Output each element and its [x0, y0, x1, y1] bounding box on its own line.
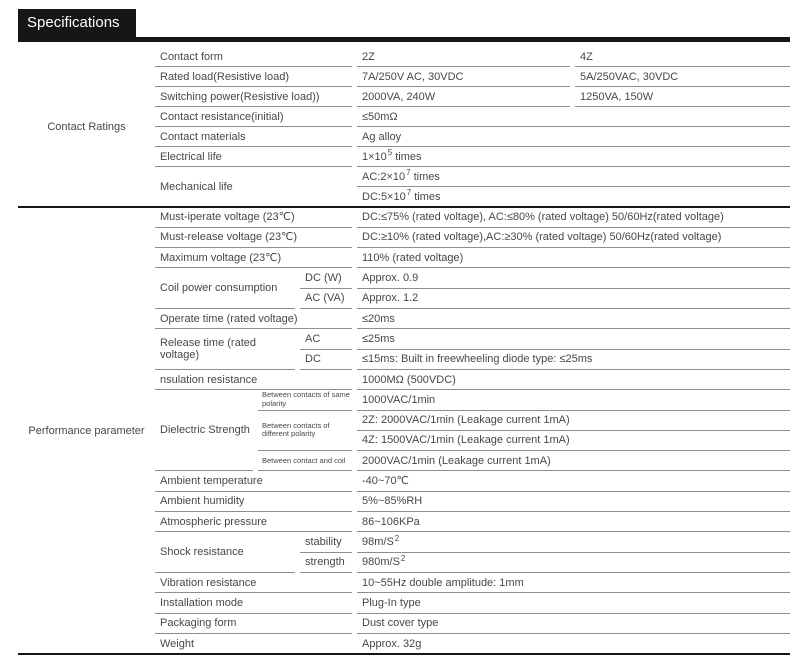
row-label-rated-load: Rated load(Resistive load) — [155, 67, 352, 87]
value-dielectric-contact-coil: 2000VAC/1min (Leakage current 1mA) — [357, 451, 790, 471]
row-label-vibration-resistance: Vibration resistance — [155, 573, 352, 593]
value-base: 98m/S — [362, 536, 394, 549]
value-contact-form-4z: 4Z — [575, 47, 790, 67]
value-ambient-humidity: 5%~85%RH — [357, 492, 790, 512]
row-label-release-time: Release time (rated voltage) — [155, 329, 295, 370]
value-weight: Approx. 32g — [357, 634, 790, 654]
value-superscript: 7 — [406, 168, 411, 178]
value-contact-materials: Ag alloy — [357, 127, 790, 147]
value-dielectric-same-polarity: 1000VAC/1min — [357, 390, 790, 410]
row-label-contact-resistance: Contact resistance(initial) — [155, 107, 352, 127]
value-insulation-resistance: 1000MΩ (500VDC) — [357, 370, 790, 390]
value-contact-resistance: ≤50mΩ — [357, 107, 790, 127]
value-atmospheric-pressure: 86~106KPa — [357, 512, 790, 532]
value-vibration-resistance: 10~55Hz double amplitude: 1mm — [357, 573, 790, 593]
row-label-maximum-voltage: Maximum voltage (23℃) — [155, 248, 352, 268]
row-label-shock-resistance: Shock resistance — [155, 532, 295, 573]
value-installation-mode: Plug-In type — [357, 593, 790, 613]
value-base: 980m/S — [362, 556, 400, 569]
value-base: DC:5×10 — [362, 190, 406, 203]
row-label-must-release-voltage: Must-release voltage (23℃) — [155, 228, 352, 248]
table-bottom-rule — [18, 653, 790, 655]
section-label-contact-ratings: Contact Ratings — [47, 121, 126, 134]
page-title: Specifications — [18, 9, 136, 37]
value-must-release-voltage: DC:≥10% (rated voltage),AC:≥30% (rated voltage) 50/60Hz(rated voltage) — [357, 228, 790, 248]
sublabel-dielectric-different-polarity — [258, 411, 352, 452]
value-must-operate-voltage: DC:≤75% (rated voltage), AC:≤80% (rated voltage) 50/60Hz(rated voltage) — [357, 207, 790, 227]
row-label-installation-mode: Installation mode — [155, 593, 352, 613]
value-mechanical-life-dc — [357, 187, 790, 207]
value-suffix: times — [413, 170, 440, 183]
value-maximum-voltage: 110% (rated voltage) — [357, 248, 790, 268]
value-switching-power-4z: 1250VA, 150W — [575, 87, 790, 107]
value-suffix: times — [414, 190, 441, 203]
section-divider — [18, 206, 790, 208]
sublabel-text: Between contact and coil — [262, 455, 346, 465]
value-rated-load-2z: 7A/250V AC, 30VDC — [357, 67, 570, 87]
value-dielectric-different-polarity-2z: 2Z: 2000VAC/1min (Leakage current 1mA) — [357, 411, 790, 431]
sublabel-shock-stability: stability — [300, 532, 352, 552]
sublabel-dielectric-contact-coil — [258, 451, 352, 471]
value-suffix: times — [395, 150, 422, 163]
value-release-time-ac: ≤25ms — [357, 329, 790, 349]
row-label-packaging-form: Packaging form — [155, 614, 352, 634]
row-label-contact-materials: Contact materials — [155, 127, 352, 147]
value-rated-load-4z: 5A/250VAC, 30VDC — [575, 67, 790, 87]
row-label-ambient-humidity: Ambient humidity — [155, 492, 352, 512]
sublabel-text: Between contacts of different polarity — [262, 420, 330, 439]
row-label-weight: Weight — [155, 634, 352, 654]
value-electrical-life — [357, 147, 790, 167]
row-label-operate-time: Operate time (rated voltage) — [155, 309, 352, 329]
row-label-electrical-life: Electrical life — [155, 147, 352, 167]
row-label-insulation-resistance: nsulation resistance — [155, 370, 352, 390]
value-release-time-dc: ≤15ms: Built in freewheeling diode type: ≤25ms — [357, 350, 790, 370]
row-label-mechanical-life: Mechanical life — [155, 167, 352, 207]
value-operate-time: ≤20ms — [357, 309, 790, 329]
sublabel-release-time-ac: AC — [300, 329, 352, 349]
value-base: 1×10 — [362, 150, 387, 163]
row-label-dielectric-strength: Dielectric Strength — [155, 390, 253, 471]
section-label-performance-parameter: Performance parameter — [28, 424, 145, 437]
value-base: AC:2×10 — [362, 170, 406, 183]
value-mechanical-life-ac — [357, 167, 790, 187]
value-packaging-form: Dust cover type — [357, 614, 790, 634]
sublabel-coil-power-dc: DC (W) — [300, 268, 352, 288]
value-superscript: 2 — [394, 533, 400, 543]
value-ambient-temperature: -40~70℃ — [357, 471, 790, 491]
sublabel-coil-power-ac: AC (VA) — [300, 289, 352, 309]
value-dielectric-different-polarity-4z: 4Z: 1500VAC/1min (Leakage current 1mA) — [357, 431, 790, 451]
value-switching-power-2z: 2000VA, 240W — [357, 87, 570, 107]
value-contact-form-2z: 2Z — [357, 47, 570, 67]
value-superscript: 7 — [406, 188, 412, 198]
sublabel-dielectric-same-polarity — [258, 390, 352, 410]
row-label-coil-power-consumption: Coil power consumption — [155, 268, 295, 309]
row-label-switching-power: Switching power(Resistive load)) — [155, 87, 352, 107]
row-label-must-operate-voltage: Must-iperate voltage (23℃) — [155, 207, 352, 227]
specifications-table — [18, 47, 790, 654]
sublabel-shock-strength: strength — [300, 553, 352, 573]
value-superscript: 5 — [387, 148, 393, 158]
header-rule — [18, 37, 790, 42]
sublabel-text: Between contacts of same polarity — [262, 390, 350, 408]
row-label-ambient-temperature: Ambient temperature — [155, 471, 352, 491]
value-coil-power-dc: Approx. 0.9 — [357, 268, 790, 288]
row-label-contact-form: Contact form — [155, 47, 352, 67]
sublabel-release-time-dc: DC — [300, 350, 352, 370]
value-shock-strength — [357, 553, 790, 573]
value-superscript: 2 — [400, 553, 406, 563]
value-coil-power-ac: Approx. 1.2 — [357, 289, 790, 309]
value-shock-stability — [357, 532, 790, 552]
row-label-atmospheric-pressure: Atmospheric pressure — [155, 512, 352, 532]
